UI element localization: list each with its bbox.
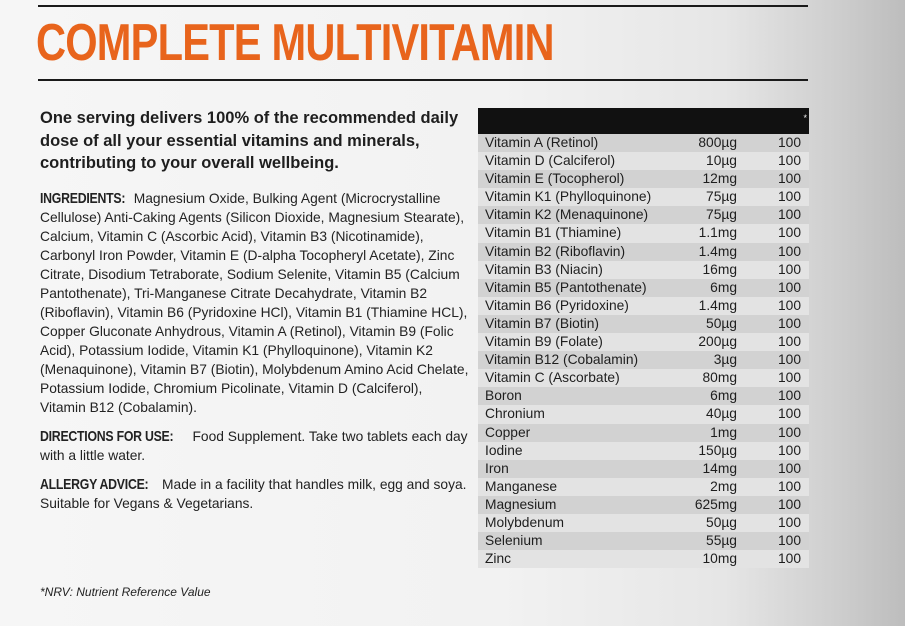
ingredients-section — [40, 189, 470, 417]
table-row — [478, 442, 809, 460]
nutrient-name: Vitamin A (Retinol) — [485, 135, 599, 150]
page-title: COMPLETE MULTIVITAMIN — [36, 14, 554, 72]
nutrient-amount: 10mg — [702, 551, 737, 567]
table-row — [478, 532, 809, 550]
nutrient-amount: 50µg — [706, 315, 737, 331]
nutrition-table — [478, 108, 809, 568]
nutrient-name: Vitamin C (Ascorbate) — [485, 370, 620, 386]
nutrient-amount: 1.1mg — [698, 225, 737, 241]
nutrient-name: Iron — [485, 460, 509, 476]
nutrient-name: Vitamin B3 (Niacin) — [485, 261, 603, 277]
table-row — [478, 424, 809, 442]
allergy-text: Made in a facility that handles milk, egg and soya. Suitable for Vegans & Vegetarians. — [40, 476, 467, 511]
table-row — [478, 170, 809, 188]
allergy-heading: ALLERGY ADVICE: — [40, 475, 149, 493]
nutrient-name: Chronium — [485, 406, 545, 422]
nutrient-nrv: 100 — [777, 478, 801, 494]
description-column — [40, 107, 470, 523]
top-rule — [38, 5, 808, 7]
nrv-footnote: *NRV: Nutrient Reference Value — [40, 585, 211, 599]
nutrient-amount: 40µg — [706, 406, 737, 422]
nutrient-amount: 12mg — [702, 171, 737, 187]
nutrient-amount: 10µg — [706, 153, 737, 169]
nutrient-name: Vitamin B7 (Biotin) — [485, 315, 599, 331]
nutrient-amount: 2mg — [710, 478, 737, 494]
directions-section — [40, 427, 470, 465]
nutrient-name: Iodine — [485, 442, 523, 458]
nutrient-nrv: 100 — [777, 442, 801, 458]
nutrient-amount: 16mg — [702, 261, 737, 277]
nutrient-nrv: 100 — [777, 370, 801, 386]
title-rule — [38, 79, 808, 81]
table-row — [478, 315, 809, 333]
nutrient-name: Molybdenum — [485, 514, 564, 530]
nutrient-amount: 55µg — [706, 533, 737, 549]
nutrient-name: Vitamin B5 (Pantothenate) — [485, 279, 647, 295]
intro-text: One serving delivers 100% of the recommended daily dose of all your essential vitamins and minerals, contributing to your overall wellbeing. — [40, 109, 459, 172]
table-row — [478, 243, 809, 261]
table-row — [478, 297, 809, 315]
nutrient-amount: 1.4mg — [698, 297, 737, 313]
nutrient-nrv: 100 — [777, 496, 801, 512]
nutrient-nrv: 100 — [777, 153, 801, 169]
nutrient-amount: 6mg — [710, 388, 737, 404]
ingredients-text: Magnesium Oxide, Bulking Agent (Microcrystalline Cellulose) Anti-Caking Agents (Silicon Dioxide, Magnesium Stearate), Calcium, Vitamin C (Ascorbic Acid), Vitamin B3 (Nicotinamide), Carbonyl Iron Powder, Vitamin E (D-alpha Tocopheryl Acetate), Zinc Citrate, Disodium Tetraborate, Sodium Selenite, Vitamin B5 (Calcium Pantothenate), Tri-Manganese Citrate Decahydrate, Vitamin B2 (Riboflavin), Vitamin B6 (Pyridoxine HCl), Vitamin B1 (Thiamine HCL), Copper Gluconate Anhydrous, Vitamin A (Retinol), Vitamin B9 (Folic Acid), Potassium Iodide, Vitamin K1 (Phylloquinone), Vitamin K2 (Menaquinone), Vitamin B7 (Biotin), Molybdenum Amino Acid Chelate, Potassium Iodide, Chromium Picolinate, Vitamin D (Calciferol), Vitamin B12 (Cobalamin). — [40, 190, 469, 415]
table-row — [478, 351, 809, 369]
nutrient-nrv: 100 — [777, 406, 801, 422]
table-body — [478, 134, 809, 568]
nutrient-amount: 1mg — [710, 424, 737, 440]
table-row — [478, 496, 809, 514]
nutrient-nrv: 100 — [777, 207, 801, 223]
table-row — [478, 152, 809, 170]
nutrient-amount: 80mg — [702, 370, 737, 386]
nutrient-amount: 3µg — [713, 352, 737, 368]
nutrient-name: Vitamin B2 (Riboflavin) — [485, 243, 626, 259]
table-row — [478, 478, 809, 496]
nutrient-nrv: 100 — [777, 514, 801, 530]
nutrient-nrv: 100 — [777, 171, 801, 187]
nutrient-nrv: 100 — [777, 533, 801, 549]
allergy-section — [40, 475, 470, 513]
ingredients-heading: INGREDIENTS: — [40, 189, 126, 207]
table-row — [478, 261, 809, 279]
nutrient-name: Magnesium — [485, 496, 557, 512]
directions-heading: DIRECTIONS FOR USE: — [40, 427, 174, 445]
nutrient-amount: 800µg — [698, 135, 737, 150]
nutrient-amount: 75µg — [706, 207, 737, 223]
nutrient-name: Vitamin K2 (Menaquinone) — [485, 207, 649, 223]
table-row — [478, 460, 809, 478]
table-row — [478, 550, 809, 568]
nutrient-name: Vitamin K1 (Phylloquinone) — [485, 189, 652, 205]
nutrient-nrv: 100 — [777, 460, 801, 476]
nutrient-nrv: 100 — [777, 261, 801, 277]
nutrient-amount: 6mg — [710, 279, 737, 295]
nutrient-amount: 1.4mg — [698, 243, 737, 259]
nutrient-name: Vitamin B1 (Thiamine) — [485, 225, 622, 241]
table-row — [478, 134, 809, 152]
nutrient-name: Manganese — [485, 478, 558, 494]
nutrient-nrv: 100 — [777, 334, 801, 350]
nutrient-amount: 625mg — [694, 496, 737, 512]
nutrient-nrv: 100 — [777, 279, 801, 295]
table-row — [478, 206, 809, 224]
nutrient-nrv: 100 — [777, 352, 801, 368]
table-row — [478, 224, 809, 242]
nutrient-name: Copper — [485, 424, 531, 440]
nutrient-nrv: 100 — [777, 243, 801, 259]
nutrient-nrv: 100 — [777, 225, 801, 241]
nutrient-nrv: 100 — [777, 297, 801, 313]
table-header — [478, 108, 809, 134]
nutrient-nrv: 100 — [777, 388, 801, 404]
nutrient-amount: 200µg — [698, 334, 737, 350]
directions-text: Food Supplement. Take two tablets each day with a little water. — [40, 428, 468, 463]
nutrient-amount: 75µg — [706, 189, 737, 205]
table-row — [478, 369, 809, 387]
nutrient-name: Zinc — [485, 551, 512, 567]
nutrient-name: Selenium — [485, 533, 543, 549]
nutrient-amount: 50µg — [706, 514, 737, 530]
nutrient-nrv: 100 — [777, 135, 801, 150]
table-row — [478, 387, 809, 405]
table-header-mark: * — [803, 113, 807, 123]
nutrient-nrv: 100 — [777, 424, 801, 440]
nutrient-nrv: 100 — [777, 189, 801, 205]
nutrient-name: Vitamin B12 (Cobalamin) — [485, 352, 639, 368]
table-row — [478, 405, 809, 423]
nutrient-nrv: 100 — [777, 551, 801, 567]
nutrient-name: Vitamin E (Tocopherol) — [485, 171, 625, 187]
nutrient-name: Boron — [485, 388, 522, 404]
table-row — [478, 188, 809, 206]
nutrient-nrv: 100 — [777, 315, 801, 331]
table-row — [478, 333, 809, 351]
nutrient-name: Vitamin B6 (Pyridoxine) — [485, 297, 629, 313]
table-row — [478, 514, 809, 532]
nutrient-name: Vitamin B9 (Folate) — [485, 334, 603, 350]
nutrient-amount: 150µg — [698, 442, 737, 458]
nutrient-amount: 14mg — [702, 460, 737, 476]
table-row — [478, 279, 809, 297]
nutrient-name: Vitamin D (Calciferol) — [485, 153, 616, 169]
